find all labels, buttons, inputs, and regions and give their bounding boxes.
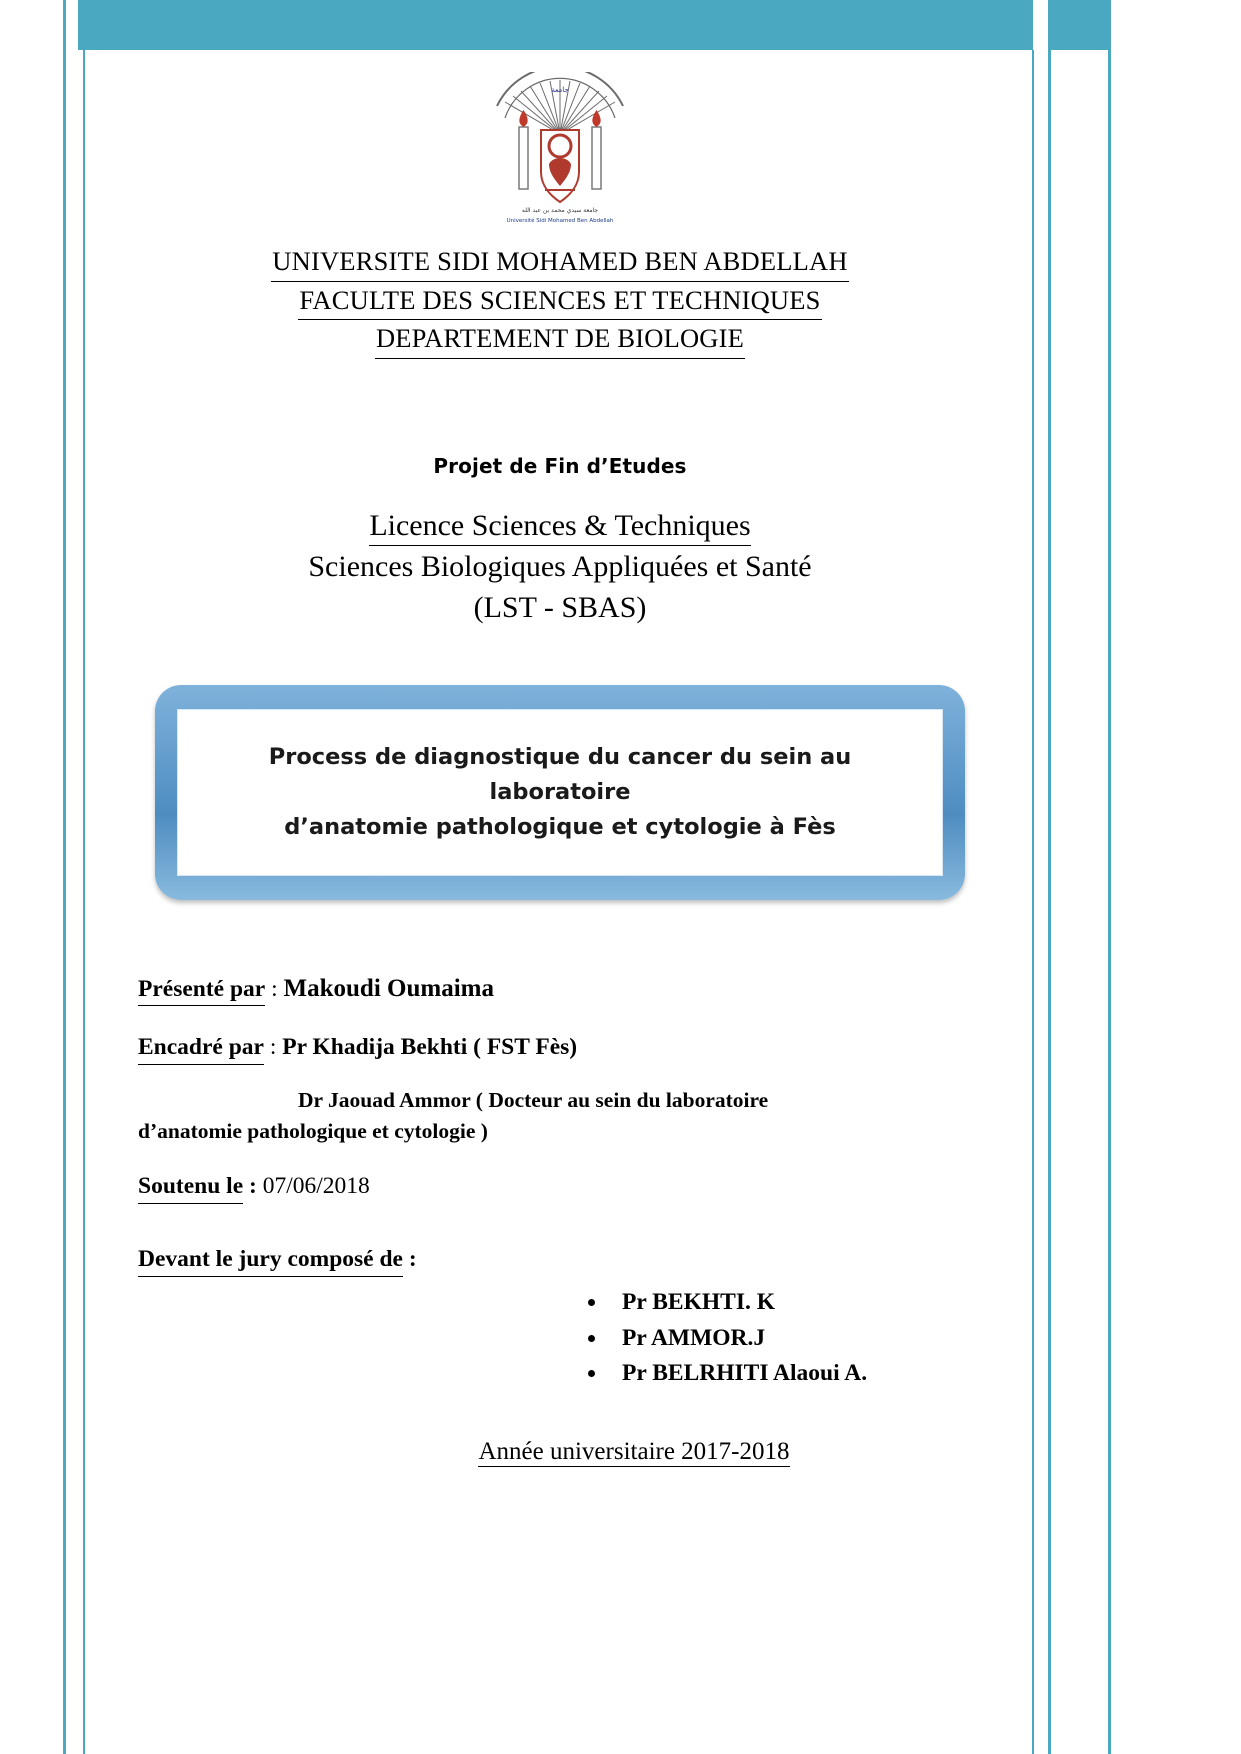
jury-label: Devant le jury composé de: [138, 1244, 403, 1277]
defense-date-value: 07/06/2018: [262, 1173, 370, 1200]
jury-row: [138, 1244, 1030, 1277]
list-item: • Pr BEKHTI. K: [608, 1285, 1030, 1321]
presented-by-value: Makoudi Oumaima: [283, 974, 494, 1002]
university-crest-icon: [485, 72, 635, 232]
border-left-line: [63, 0, 66, 1754]
university-name-line: UNIVERSITE SIDI MOHAMED BEN ABDELLAH: [271, 243, 848, 282]
thesis-title: [178, 740, 942, 845]
supervisor-label: Encadré par: [138, 1032, 264, 1065]
border-right-line: [1048, 0, 1051, 1754]
list-item: • Pr BELRHITI Alaoui A.: [608, 1356, 1030, 1392]
thesis-title-line-2: d’anatomie pathologique et cytologie à Fès: [284, 813, 836, 840]
jury-list: [138, 1285, 1030, 1392]
university-logo: [90, 50, 1030, 237]
degree-block: [90, 506, 1030, 629]
defense-date-row: [138, 1171, 1030, 1204]
svg-text:Université Sidi Mohamed Ben Ab: Université Sidi Mohamed Ben Abdellah: [506, 218, 614, 224]
academic-year: Année universitaire 2017-2018: [478, 1438, 790, 1466]
svg-text:جامعة: جامعة: [551, 86, 569, 94]
cover-details: [90, 972, 1030, 1467]
department-name-line: DEPARTEMENT DE BIOLOGIE: [375, 320, 745, 359]
border-far-right-line: [1108, 0, 1111, 1754]
presented-by-label: Présenté par: [138, 974, 265, 1007]
list-item: • Pr AMMOR.J: [608, 1321, 1030, 1357]
presented-by-separator: :: [265, 975, 284, 1002]
border-left-inner-line: [83, 50, 85, 1754]
project-type-label: Projet de Fin d’Etudes: [433, 453, 687, 478]
thesis-title-line-1: Process de diagnostique du cancer du sein au laboratoire: [268, 743, 852, 805]
degree-specialty: Sciences Biologiques Appliquées et Santé: [308, 549, 812, 583]
supervisor-separator: :: [263, 1034, 283, 1061]
cover-content: [90, 50, 1030, 1750]
co-supervisor-line-1: Dr Jaouad Ammor ( Docteur au sein du laboratoire: [298, 1088, 769, 1113]
svg-text:جامعة سيدي محمد بن عبد الله: جامعة سيدي محمد بن عبد الله: [521, 207, 599, 214]
degree-abbreviation: (LST - SBAS): [473, 591, 647, 625]
border-top-bar-right: [1048, 0, 1109, 50]
defense-date-separator: :: [243, 1173, 263, 1200]
degree-title: Licence Sciences & Techniques: [369, 506, 750, 546]
co-supervisor-row: [138, 1085, 1030, 1147]
thesis-title-plate-inner: [177, 709, 943, 876]
defense-date-label: Soutenu le: [138, 1171, 243, 1204]
academic-year-row: [138, 1438, 1030, 1467]
thesis-title-plate: [155, 685, 965, 900]
university-heading: [90, 243, 1030, 359]
co-supervisor-line-2: d’anatomie pathologique et cytologie ): [138, 1119, 488, 1144]
faculty-name-line: FACULTE DES SCIENCES ET TECHNIQUES: [298, 282, 821, 321]
border-top-bar: [78, 0, 1033, 50]
jury-separator: :: [402, 1246, 417, 1273]
supervisor-value: Pr Khadija Bekhti ( FST Fès): [282, 1034, 578, 1061]
border-right-inner-line: [1032, 50, 1034, 1754]
presented-by-row: [138, 972, 1030, 1007]
supervisor-row: [138, 1032, 1030, 1065]
